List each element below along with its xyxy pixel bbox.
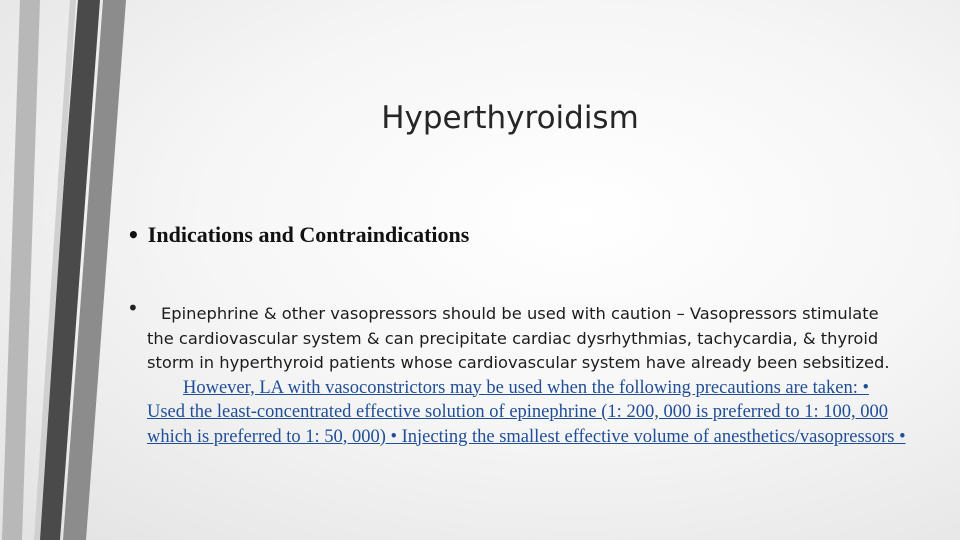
bullet-icon: • xyxy=(127,296,139,320)
decorative-stripes xyxy=(0,0,140,540)
bullet-heading-text: Indications and Contraindications xyxy=(147,222,470,247)
bullet-heading xyxy=(127,222,827,248)
body-paragraph: Epinephrine & other vasopressors should be used with caution – Vasopressors stimulate the cardiovascular system & can precipitate cardiac dysrhythmias, tachycardia, & thyroid storm in hyperthyroid patients whose cardiovascular system have already been sebsitized. xyxy=(147,304,890,372)
bullet-icon: • xyxy=(127,223,140,247)
bullet-body xyxy=(147,302,907,449)
slide-title: Hyperthyroidism xyxy=(381,100,639,136)
stripe-light xyxy=(2,0,40,540)
precautions-link[interactable]: However, LA with vasoconstrictors may be used when the following precautions are taken: • Used the least-concentrated effective solution of epinephrine (1: 200, 000 is preferred to 1: 100, 000 which is preferred to 1: 50, 000) • Injecting the smallest effective volume of anesthetics/vasopressors • xyxy=(147,377,906,447)
